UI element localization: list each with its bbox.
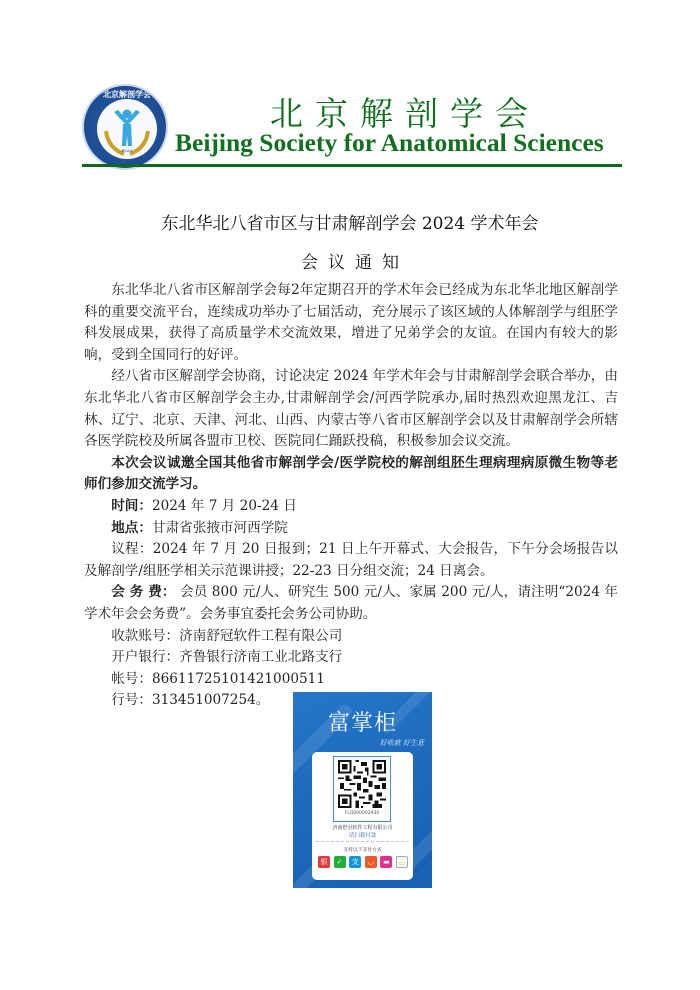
time-value: 2024 年 7 月 20-24 日 — [151, 497, 297, 514]
qr-panel — [312, 752, 413, 880]
detail-agenda — [84, 539, 618, 582]
society-name-english: Beijing Society for Anatomical Sciences — [175, 128, 604, 157]
society-name-chinese: 北京解剖学会 — [270, 94, 540, 133]
agenda-value: 2024 年 7 月 20 日报到；21 日上午开幕式、大会报告，下午分会场报告以及解剖学/组胚学相关示范课讲授；22-23 日分组交流；24 日离会。 — [84, 541, 619, 579]
detail-fee — [84, 582, 618, 625]
bank-app-icon: ◡ — [365, 856, 377, 868]
detail-account — [84, 669, 618, 691]
bank-value: 齐鲁银行济南工业北路支行 — [179, 649, 343, 666]
bank-label: 开户银行： — [111, 649, 180, 666]
svg-text:北京解剖学会: 北京解剖学会 — [103, 90, 151, 99]
supported-methods-label: 支持以下支付方式 — [343, 848, 382, 853]
wechat-pay-icon: ✓ — [334, 856, 346, 868]
alipay-icon: 支 — [349, 856, 361, 868]
account-value: 86611725101421000511 — [151, 670, 325, 687]
paragraph-intro: 东北华北八省市区解剖学会每2年定期召开的学术年会已经成为东北华北地区解剖学科的重要交流平台，连续成功举办了七届活动，充分展示了该区域的人体解剖学与组胚学科发展成果，获得了高质量学术交流效果，增进了兄弟学会的友谊。在国内有较大的影响，受到全国同行的好评。 — [84, 282, 618, 363]
payee-value: 济南舒冠软件工程有限公司 — [179, 627, 343, 644]
payment-method-icons — [318, 856, 408, 870]
agenda-label: 议程： — [111, 541, 153, 558]
place-value: 甘肃省张掖市河西学院 — [151, 519, 288, 536]
detail-place — [84, 518, 618, 540]
fee-label: 会 务 费： — [111, 584, 176, 601]
qr-id-text: FLQ000002930 — [344, 811, 380, 816]
place-label: 地点： — [111, 519, 152, 536]
svg-text:BSAS: BSAS — [121, 148, 133, 153]
qr-code-frame[interactable] — [333, 756, 391, 822]
fee-value: 会员 800 元/人、研究生 500 元/人、家属 200 元/人，请注明“2024 年学术年会会务费”。会务事宜委托会务公司协助。 — [84, 584, 618, 622]
panel-divider — [316, 841, 409, 842]
payment-brand: 富掌柜 — [327, 711, 397, 736]
document-body — [84, 280, 618, 712]
time-label: 时间： — [111, 497, 152, 514]
qr-code-icon[interactable] — [338, 760, 386, 808]
card-icon: ▭ — [396, 856, 408, 868]
payee-company: 济南舒冠软件工程有限公司 — [332, 825, 393, 831]
bank-code-label: 行号： — [111, 692, 152, 709]
payee-label: 收款账号： — [111, 627, 180, 644]
account-label: 帐号： — [111, 670, 152, 687]
detail-bank — [84, 647, 618, 669]
paragraph-organization: 经八省市区解剖学会协商，讨论决定 2024 年学术年会与甘肃解剖学会联合举办，由东北华北八省市区解剖学会主办,甘肃解剖学会/河西学院承办,届时热烈欢迎黑龙江、吉林、辽宁、北京、天津、河北、山西、内蒙古等八省市区解剖学会以及甘肃解剖学会所辖各医学院校及所属各盟市卫校、医院同仁踊跃投稿，积极参加会议交流。 — [84, 368, 618, 450]
paragraph-invitation: 本次会议诚邀全国其他省市解剖学会/医学院校的解剖组胚生理病理病原微生物等老师们参加交流学习。 — [84, 454, 618, 493]
letterhead — [82, 84, 622, 164]
detail-time — [84, 496, 618, 518]
document-title: 东北华北八省市区与甘肃解剖学会 2024 学术年会 — [161, 214, 539, 234]
bank-code-value: 313451007254。 — [151, 692, 270, 709]
document-subtitle: 会议通知 — [301, 253, 409, 273]
society-emblem-icon — [82, 84, 168, 170]
scan-prompt: 请扫我付款 — [348, 833, 377, 839]
payment-qr-card — [293, 692, 432, 888]
wallet-app-icon: ▬ — [380, 856, 392, 868]
payment-slogan: 好收款 好生意 — [379, 739, 424, 747]
unionpay-icon: 银 — [318, 856, 330, 868]
header-divider — [82, 164, 622, 167]
detail-payee — [84, 626, 618, 648]
